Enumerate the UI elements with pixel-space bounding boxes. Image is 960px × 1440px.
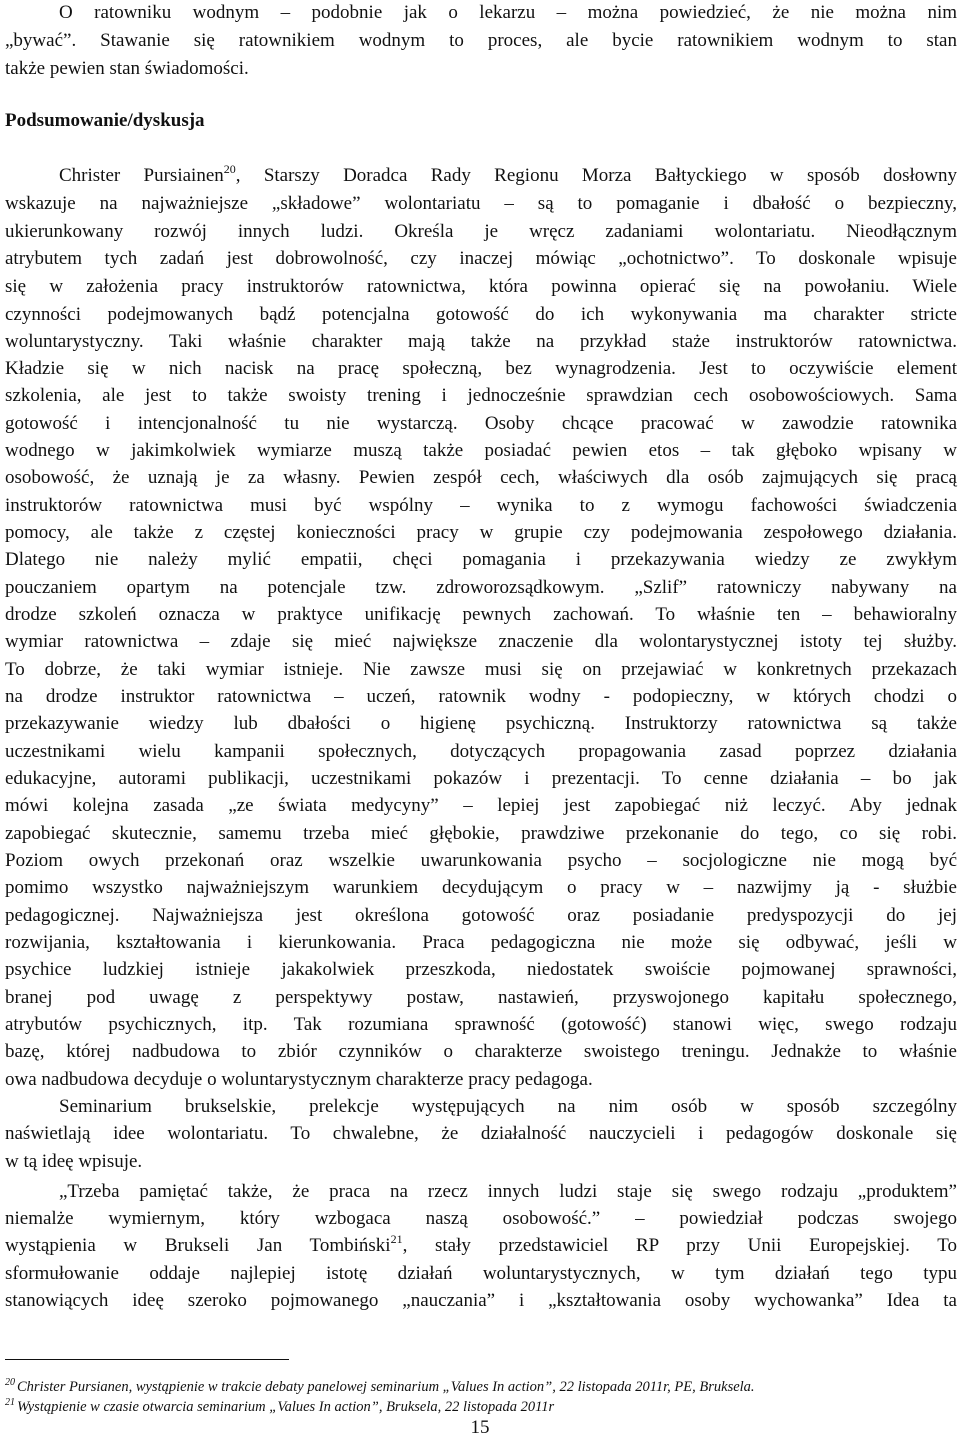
body-line: rozwijania, kształtowania i kierunkowania. Praca pedagogiczna nie może się odbywać, jeśli w (5, 932, 957, 953)
body-line: woluntarystyczny. Taki właśnie charakter mają także na przykład staże instruktorów ratownictwa. (5, 331, 957, 352)
body-line: pedagogicznej. Najważniejsza jest określona gotowość oraz posiadanie predyspozycji do jej (5, 905, 957, 926)
body-line: ukierunkowany rozwój innych ludzi. Określa je wręcz zadaniami wolontariatu. Nieodłącznym (5, 221, 957, 242)
body-line: To dobrze, że taki wymiar istnieje. Nie zawsze musi się on przejawiać w konkretnych przekazach (5, 659, 957, 680)
body-line: bazę, której nadbudowa to zbiór czynników o charakterze swoistego treningu. Jednakże to właśnie (5, 1041, 957, 1062)
section-heading: Podsumowanie/dyskusja (5, 110, 205, 131)
body-line: szkolenia, ale jest to także swoisty trening i jednocześnie sprawdzian cech osobowościowych. Sama (5, 385, 957, 406)
body-line: sformułowanie oddaje najlepiej istotę działań woluntarystycznych, w tym działań tego typu (5, 1263, 957, 1284)
body-line: czynności podejmowanych bądź potencjalna gotowość do ich wykonywania ma charakter stricte (5, 304, 957, 325)
body-line: atrybutów psychicznych, itp. Tak rozumiana sprawność (gotowość) stanowi więc, swego rodzaju (5, 1014, 957, 1035)
body-line: niemalże wymiernym, który wzbogaca naszą osobowość.” – powiedział podczas swojego (5, 1208, 957, 1229)
body-line: osobowość, że uznają je za własny. Pewien zespół cech, właściwych dla osób zajmujących się pracą (5, 467, 957, 488)
body-line: psychice ludzkiej istnieje jakakolwiek przeszkoda, niedostatek swoiście pojmowanej sprawności, (5, 959, 957, 980)
footnote-text: Christer Pursianen, wystąpienie w trakcie debaty panelowej seminarium „Values In action”, 22 listopada 2011r, PE, Bruksela. (17, 1379, 755, 1395)
body-line: się w założenia pracy instruktorów ratownictwa, która powinna opierać się na powołaniu. Wiele (5, 276, 957, 297)
body-line: Poziom owych przekonań oraz wszelkie uwarunkowania psycho – socjologiczne nie mogą być (5, 850, 957, 871)
footnote-number: 21 (5, 1397, 15, 1408)
body-line: stanowiących ideę szeroko pojmowanego „nauczania” i „kształtowania osoby wychowanka” Idea ta (5, 1290, 957, 1311)
body-line: wystąpienia w Brukseli Jan Tombiński$^{21}$, stały przedstawiciel RP przy Unii Europejskiej. To (5, 1232, 957, 1256)
body-line: naświetlają idee wolontariatu. To chwalebne, że działalność nauczycieli i pedagogów doskonale się (5, 1123, 957, 1144)
body-line: Kładzie się w nich nacisk na pracę społeczną, bez wynagrodzenia. Jest to oczywiście element (5, 358, 957, 379)
footnote-reference: 21 (390, 1232, 403, 1246)
body-line: zapobiegać skutecznie, samemu trzeba mieć głębokie, prawdziwe przekonanie do tego, co się robi. (5, 823, 957, 844)
body-line: Christer Pursiainen$^{20}$, Starszy Doradca Rady Regionu Morza Bałtyckiego w sposób dosłowny (59, 162, 957, 186)
page-number: 15 (470, 1417, 490, 1438)
body-line: branej pod uwagę z perspektywy postaw, nastawień, przyswojonego kapitału społecznego, (5, 987, 957, 1008)
body-line: edukacyjne, autorami publikacji, uczestnikami pokazów i prezentacji. To cenne działania – bo jak (5, 768, 957, 789)
footnote-text: Wystąpienie w czasie otwarcia seminarium „Values In action”, Bruksela, 22 listopada 2011r (17, 1399, 555, 1415)
body-line: gotowość i intencjonalność tu nie wystarczą. Osoby chcące pracować w zawodzie ratownika (5, 413, 957, 434)
body-line: pomimo wszystko najważniejszym warunkiem decydującym o pracy w – nazwijmy ją - służbie (5, 877, 957, 898)
body-line: „bywać”. Stawanie się ratownikiem wodnym to proces, ale bycie ratownikiem wodnym to stan (5, 30, 957, 51)
body-line: drodze szkoleń oznacza w praktyce unifikację pewnych zachowań. To właśnie ten – behawioralny (5, 604, 957, 625)
body-line: Dlatego nie należy mylić empatii, chęci pomagania i przekazywania wiedzy ze zwykłym (5, 549, 957, 570)
body-line: atrybutem tych zadań jest dobrowolność, czy inaczej mówiąc „ochotnictwo”. To doskonale wpisuje (5, 248, 957, 269)
footnote-number: 20 (5, 1377, 15, 1388)
body-line: na drodze instruktor ratownictwa – uczeń, ratownik wodny - podopieczny, w których chodzi o (5, 686, 957, 707)
body-line: wskazuje na najważniejsze „składowe” wolontariatu – są to pomaganie i dbałość o bezpieczny, (5, 193, 957, 214)
body-line: Seminarium brukselskie, prelekcje występujących na nim osób w sposób szczególny (59, 1096, 957, 1117)
footnote-reference: 20 (223, 162, 236, 176)
body-line: wodnego w jakimkolwiek wymiarze muszą także posiadać pewien etos – tak głęboko wpisany w (5, 440, 957, 461)
footnote (5, 1393, 554, 1417)
body-line: owa nadbudowa decyduje o woluntarystycznym charakterze pracy pedagoga. (5, 1069, 593, 1090)
body-line: uczestnikami wielu kampanii społecznych, dotyczących propagowania zasad poprzez działania (5, 741, 957, 762)
body-line: także pewien stan świadomości. (5, 58, 249, 79)
body-line: pomocy, ale także z częstej konieczności pracy w grupie czy podejmowania zespołowego działania. (5, 522, 957, 543)
body-line: w tą ideę wpisuje. (5, 1151, 143, 1172)
body-line: pouczaniem opartym na potencjale tzw. zdroworozsądkowym. „Szlif” ratowniczy nabywany na (5, 577, 957, 598)
body-line: wymiar ratownictwa – zdaje się mieć największe znaczenie dla wolontarystycznej istoty tej służby. (5, 631, 957, 652)
body-line: przekazywanie wiedzy lub dbałości o higienę psychiczną. Instruktorzy ratownictwa są także (5, 713, 957, 734)
body-line: „Trzeba pamiętać także, że praca na rzecz innych ludzi staje się swego rodzaju „produktem” (59, 1181, 957, 1202)
footnote-separator (5, 1359, 289, 1360)
body-line: instruktorów ratownictwa musi być wspólny – wynika to z wymogu fachowości świadczenia (5, 495, 957, 516)
body-line: O ratowniku wodnym – podobnie jak o lekarzu – można powiedzieć, że nie można nim (59, 2, 957, 23)
body-line: mówi kolejna zasada „ze świata medycyny” – lepiej jest zapobiegać niż leczyć. Aby jednak (5, 795, 957, 816)
